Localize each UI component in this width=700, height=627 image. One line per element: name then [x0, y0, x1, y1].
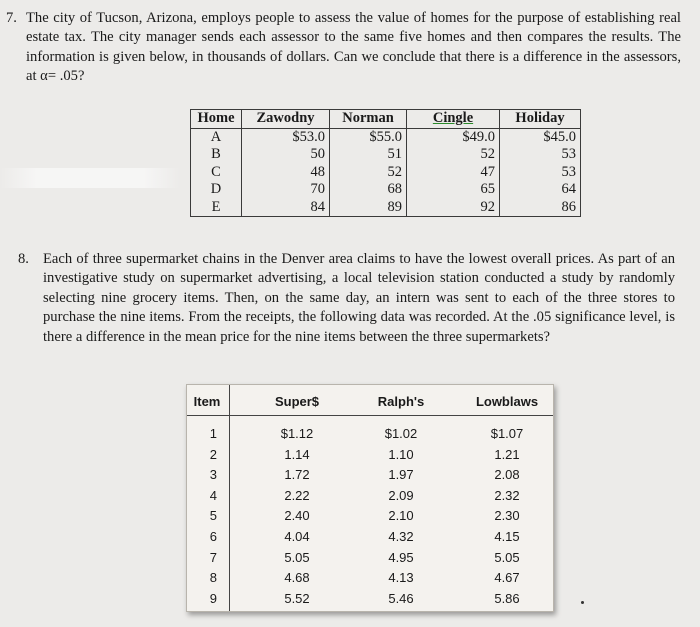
- problem-8-text: Each of three supermarket chains in the Denver area claims to have the lowest overall prices. As part of an investigative study on supermarket advertising, a local television station conducted a study by randomly selecting nine grocery items. Then, on the same day, an intern was sent to each of the three stores to purchase the nine items. From the receipts, the following data was recorded. At the .05 significance level, is there a difference in the mean price for the nine items between the three supermarkets?: [43, 251, 675, 345]
- assessor-table-row: [191, 181, 581, 199]
- cell-home: A: [191, 128, 242, 146]
- col-header-item: Item: [193, 394, 221, 409]
- cell-zawodny: 84: [242, 199, 330, 217]
- cell-lowblaws: 1.21: [494, 446, 520, 462]
- cell-lowblaws: 2.32: [494, 487, 520, 503]
- cell-home: D: [191, 181, 242, 199]
- col-header-lowblaws: Lowblaws: [475, 394, 539, 409]
- cell-lowblaws: 5.05: [494, 549, 520, 565]
- cell-super: 5.52: [284, 590, 310, 606]
- assessor-table-row: [191, 146, 581, 164]
- assessor-table-row: [191, 128, 581, 146]
- problem-7-number: 7.: [6, 10, 17, 26]
- cell-item: 2: [209, 446, 217, 462]
- cell-item: 1: [209, 426, 217, 441]
- cell-lowblaws: $1.07: [490, 426, 524, 441]
- problem-7-text: The city of Tucson, Arizona, employs people to assess the value of homes for the purpose of establishing real estate tax. The city manager sends each assessor to the same five homes and then compares the results. The information is given below, in thousands of dollars. Can we conclude that there is a difference in the assessors, at α= .05?: [26, 10, 681, 85]
- cell-ralphs: 1.10: [388, 446, 414, 462]
- cell-holiday: 86: [500, 199, 581, 217]
- assessor-table-header: [191, 110, 581, 129]
- cell-super: $1.12: [280, 426, 314, 441]
- cell-item: 9: [209, 590, 217, 606]
- col-header-cingle: [407, 110, 500, 129]
- cell-cingle: 65: [407, 181, 500, 199]
- cell-norman: 52: [330, 164, 407, 182]
- cell-lowblaws: 4.15: [494, 529, 520, 544]
- stray-mark: [581, 601, 584, 604]
- cell-super: 5.05: [284, 549, 310, 565]
- cell-ralphs: 4.95: [388, 549, 414, 565]
- col-header-zawodny: Zawodny: [242, 110, 330, 129]
- col-header-super: Super$: [274, 394, 320, 409]
- cell-ralphs: 1.97: [388, 467, 414, 483]
- cell-super: 4.68: [284, 570, 310, 586]
- cell-lowblaws: 4.67: [494, 570, 520, 586]
- cell-ralphs: 5.46: [388, 590, 414, 606]
- assessor-table: [190, 109, 581, 217]
- cell-norman: 68: [330, 181, 407, 199]
- cell-item: 8: [209, 570, 217, 586]
- cell-home: B: [191, 146, 242, 164]
- col-header-ralphs: Ralph's: [377, 394, 425, 409]
- cell-holiday: $45.0: [500, 128, 581, 146]
- cell-zawodny: 48: [242, 164, 330, 182]
- cell-zawodny: $53.0: [242, 128, 330, 146]
- cell-norman: 89: [330, 199, 407, 217]
- cell-ralphs: 2.10: [388, 508, 414, 524]
- cell-zawodny: 50: [242, 146, 330, 164]
- cell-cingle: 47: [407, 164, 500, 182]
- cell-super: 2.40: [284, 508, 310, 524]
- cell-zawodny: 70: [242, 181, 330, 199]
- cell-ralphs: 2.09: [388, 487, 414, 503]
- scan-smudge: [0, 168, 180, 188]
- supermarket-price-table: [186, 384, 554, 612]
- cingle-label: Cingle: [432, 110, 474, 127]
- cell-super: 4.04: [284, 529, 310, 544]
- assessor-table-row: [191, 164, 581, 182]
- col-header-norman: Norman: [330, 110, 407, 129]
- cell-item: 5: [209, 508, 217, 524]
- cell-super: 1.14: [284, 446, 310, 462]
- cell-lowblaws: 5.86: [494, 590, 520, 606]
- cell-holiday: 53: [500, 146, 581, 164]
- col-header-holiday: Holiday: [500, 110, 581, 129]
- cell-norman: $55.0: [330, 128, 407, 146]
- problem-8-number: 8.: [18, 251, 29, 267]
- col-header-home: Home: [191, 110, 242, 129]
- cell-holiday: 53: [500, 164, 581, 182]
- cell-super: 1.72: [284, 467, 310, 483]
- cell-super: 2.22: [284, 487, 310, 503]
- cell-lowblaws: 2.08: [494, 467, 520, 483]
- cell-item: 6: [209, 529, 217, 544]
- cell-ralphs: $1.02: [384, 426, 418, 441]
- cell-holiday: 64: [500, 181, 581, 199]
- cell-lowblaws: 2.30: [494, 508, 520, 524]
- cell-item: 7: [209, 549, 217, 565]
- cell-home: C: [191, 164, 242, 182]
- cell-item: 4: [209, 487, 217, 503]
- assessor-table-row: [191, 199, 581, 217]
- cell-home: E: [191, 199, 242, 217]
- cell-item: 3: [209, 467, 217, 483]
- cell-cingle: 52: [407, 146, 500, 164]
- cell-ralphs: 4.32: [388, 529, 414, 544]
- cell-cingle: $49.0: [407, 128, 500, 146]
- cell-cingle: 92: [407, 199, 500, 217]
- header-rule: [187, 415, 553, 416]
- cell-norman: 51: [330, 146, 407, 164]
- cell-ralphs: 4.13: [388, 570, 414, 586]
